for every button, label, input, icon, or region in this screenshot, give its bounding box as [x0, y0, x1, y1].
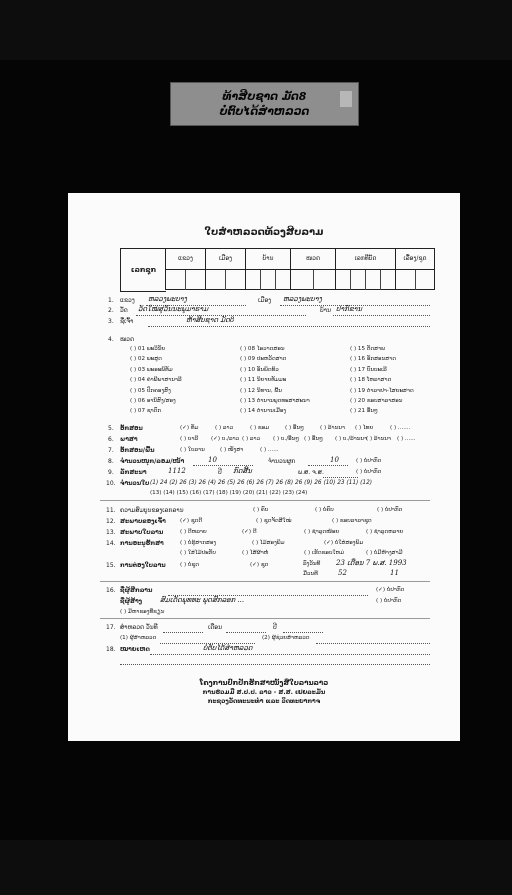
- q7-number: 7.: [108, 447, 114, 454]
- q8-label-2: ຈຳນວນຜູກ: [268, 458, 296, 465]
- line-1-value: ຫລວງພະບາງ: [148, 295, 187, 303]
- checkbox-option[interactable]: ( ) ບໍ່ຄົບ: [315, 507, 334, 513]
- q12-label: ສະພາບຂອງເຈົ້າ: [120, 518, 166, 525]
- q17-surveyor: (1) ຜູ້ສຳຫລວດ: [120, 635, 157, 641]
- checkbox-option[interactable]: ( ) 03 ພະອະພິທັມ: [130, 366, 173, 373]
- q9-value-2: ກົດສີ້ນ: [233, 467, 252, 475]
- q4-number: 4.: [108, 336, 114, 343]
- checkbox-option[interactable]: ( ) ລ້ານນາ: [366, 436, 391, 442]
- q17-number: 17.: [106, 624, 116, 631]
- q14-number: 14.: [106, 540, 116, 547]
- q15-date2: 52: [338, 569, 347, 577]
- q10-number: 10.: [106, 480, 116, 487]
- checkbox-option[interactable]: ( ) ເຮັດຂອບໃຫມ່: [304, 550, 345, 556]
- checkbox-option[interactable]: ( ) 14 ຕຳນານເມືອງ: [240, 408, 287, 415]
- q8-number: 8.: [108, 458, 114, 465]
- q16-unknown-2: ( ) ບໍ່ປາກົດ: [376, 598, 402, 604]
- q11-number: 11.: [106, 507, 116, 514]
- checkbox-option[interactable]: (✓) ບໍ່ໃສ່ສອງພິມ: [324, 540, 364, 546]
- q17-label: ສຳຫລວດ ວັນທີ: [120, 624, 158, 631]
- checkbox-option[interactable]: ( ) 06 ອານິສົງ/ສອງ: [130, 398, 176, 404]
- form-footer: [68, 679, 460, 706]
- checkbox-option[interactable]: ( ) ໃບລານ: [180, 447, 205, 453]
- form-title: ໃບສຳຫລວດທ້ວງສີບລາມ: [204, 227, 324, 238]
- checkbox-option[interactable]: ( ) 13 ຕຳນານພຸດທະສາສະນາ: [240, 398, 310, 404]
- q8-value: 10: [208, 456, 217, 464]
- q9-label-3: ພ.ສ. ຈ.ສ.: [298, 469, 324, 476]
- checkbox-option[interactable]: (✓) ບ./ລາວ: [211, 436, 240, 442]
- line-1-value-2: ຫລວງພະບາງ: [283, 295, 322, 303]
- q8-label: ຈຳນວນໜຸກ/ລອມ/ໜ້າ: [120, 458, 185, 465]
- checkbox-option[interactable]: ( ) ຂອບລາລາຊຸດ: [332, 518, 372, 524]
- checkbox-option[interactable]: ( ) 07 ຊາດົກ: [130, 408, 162, 415]
- line-3-label: ຊື່ເຈົ້າ: [120, 318, 134, 325]
- checkbox-option[interactable]: ( ) 19 ຕຳລາຢາ-ໄສຍະສາດ: [350, 387, 414, 394]
- q9-label: ລັກສະນາ: [120, 469, 147, 476]
- code-box-district: ເມືອງ: [205, 248, 245, 290]
- q16-unknown: (✓) ບໍ່ປາກົດ: [376, 587, 405, 593]
- q16-label-2: ຊື່ຜູ້ສ້າງ: [120, 598, 143, 605]
- q9-unknown: ( ) ບໍ່ປາກົດ: [356, 469, 382, 475]
- checkbox-option[interactable]: ( ) ......: [397, 436, 416, 442]
- q18-label: ໝາຍເຫດ: [120, 646, 150, 653]
- checkbox-option[interactable]: ( ) ລາວ: [215, 425, 234, 431]
- checkbox-option[interactable]: ( ) 12 ນິທານ, ພື້ນ: [240, 387, 282, 394]
- checkbox-option[interactable]: ( ) 02 ພະສູດ: [130, 356, 162, 363]
- checkbox-option[interactable]: (✓) ຊຸດດີ: [180, 518, 203, 524]
- checkbox-option[interactable]: ( ) 10 ອັນພິດທິວ: [240, 366, 279, 373]
- checkbox-option[interactable]: ( ) 05 ປົກຄອງສົງ: [130, 387, 171, 394]
- checkbox-option[interactable]: ( ) ບໍ່ຊຸດ: [180, 562, 199, 568]
- stamp-line-2: ບໍ່ຕົບໄດ້ສຳຫລວດ: [219, 105, 310, 118]
- checkbox-option[interactable]: ( ) ບ./ອື່ນໆ: [273, 436, 300, 442]
- q8-unknown: ( ) ບໍ່ປາກົດ: [356, 458, 382, 464]
- q9-number: 9.: [108, 469, 114, 476]
- q16-label: ຊື່ຜູ້ສີກລານ: [120, 587, 153, 594]
- line-2-label-2: ບ້ານ: [320, 307, 331, 314]
- q16-sub: ( ) ມີຫາຂອງທີ່ຂຽນ: [120, 609, 165, 615]
- q7-label: ອັກສອນ/ພື້ນ: [120, 447, 155, 454]
- q8-value-2: 10: [330, 456, 339, 464]
- q16-value-2: ສົມເດັດພຸທທະ ພຸດສົກລອກ ...: [160, 596, 245, 604]
- stamp-line-1: ທ້າສີບຊາດ ມັດ8: [222, 90, 307, 103]
- footer-line-2: ການຮ່ວມມື ສ.ປ.ປ. ລາວ - ສ.ສ. ເຢຍລະມັນ: [202, 689, 326, 696]
- q5-number: 5.: [108, 425, 114, 432]
- checkbox-option[interactable]: ( ) 21 ອື່ນໆ: [350, 408, 378, 415]
- checkbox-option[interactable]: ( ) 18 ໂຫລາສາດ: [350, 377, 392, 384]
- checkbox-option[interactable]: ( ) ໄມ້ສອງພິມ: [252, 540, 285, 546]
- record-number-label: ເລກຊຸກ: [120, 248, 166, 292]
- q9-label-2: ປີ: [218, 469, 222, 476]
- checkbox-option[interactable]: ( ) ຄົບ: [253, 507, 269, 513]
- archive-stamp: [170, 82, 359, 126]
- checkbox-option[interactable]: ( ) ໃສ່ໄມ້ປະກັບ: [180, 550, 216, 556]
- checkbox-option[interactable]: ( ) ໄທຍ: [355, 425, 374, 431]
- code-box-village: ບ້ານ: [245, 248, 290, 290]
- checkbox-option[interactable]: ( ) ຂອມ: [250, 425, 270, 431]
- checkbox-option[interactable]: ( ) ບໍ່ຮູ້ສາກສອງ: [180, 540, 217, 546]
- checkbox-option[interactable]: ( ) 08 ໄອວາດສອນ: [240, 346, 285, 352]
- checkbox-option[interactable]: ( ) 17 ບົນບະເລີ: [350, 366, 387, 373]
- line-1-label: ແຂວງ: [120, 297, 135, 304]
- q17-assistant: (2) ຜູ້ຊ່ວຍສຳຫລວດ: [262, 635, 310, 641]
- scan-edge-top: [0, 0, 512, 60]
- q13-label: ສະພາບໃບລານ: [120, 529, 164, 536]
- q4-label: ໝວດ: [120, 336, 134, 343]
- checkbox-option[interactable]: ( ) ໄສ້ຜ້າຫໍ່: [242, 550, 269, 556]
- q10-bottom-row: (13) (14) (15) (16) (17) (18) (19) (20) (21) (22) (23) (24): [150, 490, 308, 496]
- q15-date3: 11: [390, 569, 399, 577]
- stamp-mark: [340, 91, 352, 107]
- line-1-number: 1.: [108, 297, 114, 304]
- checkbox-option[interactable]: ( ) ລາວ: [242, 436, 261, 442]
- checkbox-option[interactable]: ( ) ດີຫລາຍ: [180, 529, 207, 535]
- line-1-label-2: ເມືອງ: [258, 297, 272, 304]
- checkbox-option[interactable]: ( ) ບ./ລ້ານນາ: [335, 436, 368, 442]
- code-box-province: ແຂວງ: [165, 248, 205, 290]
- checkbox-option[interactable]: ( ) ຊຳລຸດຫລາຍ: [366, 529, 404, 535]
- checkbox-option[interactable]: ( ) ຊຸດຈັດສີໃໝ່: [256, 518, 292, 524]
- line-2-value: ວັດໃໝ່ສຸວັນນະພູມາຣາມ: [138, 305, 209, 313]
- q12-number: 12.: [106, 518, 116, 525]
- q18-number: 18.: [106, 646, 116, 653]
- line-2-value-2: ປາກ໌ຂານ: [336, 305, 363, 313]
- q16-number: 16.: [106, 587, 116, 594]
- code-box-category: ໜວດ: [290, 248, 335, 290]
- q10-label: ຈຳນວນໃບ: [120, 480, 150, 487]
- checkbox-option[interactable]: (✓) ຊຸດ: [250, 562, 269, 568]
- q17-label-3: ປີ: [273, 624, 277, 631]
- checkbox-option[interactable]: (✓) ທັມ: [180, 425, 199, 431]
- line-2-label: ວັດ: [120, 307, 128, 314]
- checkbox-option[interactable]: ( ) ຊຳລຸດໜ້ອຍ: [304, 529, 340, 535]
- q14-label: ການອະນຸຮັກສາ: [120, 540, 164, 547]
- checkbox-option[interactable]: ( ) 04 ຄຳພີພາສານາລີ: [130, 377, 182, 384]
- scan-edge-bottom: [0, 840, 512, 895]
- checkbox-option[interactable]: ( ) 15 ຕັດສາພ: [350, 346, 385, 352]
- checkbox-option[interactable]: ( ) .......: [390, 425, 411, 431]
- q15-date-label: ລົງວັນທີ: [303, 561, 321, 567]
- q11-label: ຄວາມສົມບູນຂອງເລກລານ: [120, 507, 184, 514]
- q6-number: 6.: [108, 436, 114, 443]
- checkbox-option[interactable]: ( ) 11 ນິຍາຍທັມມະ: [240, 377, 287, 384]
- q15-number: 15.: [106, 562, 116, 569]
- checkbox-option[interactable]: ( ) 09 ປະຫວັດສາດ: [240, 356, 287, 363]
- checkbox-option[interactable]: ( ) 16 ອັກສອນສາດ: [350, 356, 396, 363]
- q9-value: 1112: [168, 467, 186, 475]
- line-3-number: 3.: [108, 318, 114, 325]
- footer-line-3: ກະຊວງວັດທະນະທຳ ແລະ ວິດທະຍາກາຈ: [207, 698, 321, 705]
- manuscript-survey-form: [68, 193, 460, 741]
- code-box-set: ເລື່ອງ/ຊຸດ: [395, 248, 435, 290]
- q10-top-row: (1) 24 (2) 26 (3) 26 (4) 26 (5) 26 (6) 26 (7) 26 (8) 26 (9) 26 (10) 23 (11) (12): [150, 480, 373, 486]
- checkbox-option[interactable]: ( ) ໜັງສາ: [220, 447, 244, 453]
- checkbox-option[interactable]: ( ) ລ້ານນາ: [320, 425, 345, 431]
- q13-number: 13.: [106, 529, 116, 536]
- q15-date: 23 ເດືອນ 7 ພ.ສ. 1993: [336, 559, 407, 567]
- code-box-serial: ເລກທີບັດ: [335, 248, 395, 290]
- line-3-value: ຫ້າສີບຊາດ ມັດ8: [186, 316, 235, 324]
- q18-value: ບໍ່ຕັບໄດ້ສຳຫລວດ: [203, 644, 253, 652]
- checkbox-option[interactable]: ( ) 20 ຂອບສາລາສອນ: [350, 398, 403, 404]
- checkbox-option[interactable]: ( ) ບໍ່ປາກົດ: [377, 507, 403, 513]
- checkbox-option[interactable]: (✓) ດີ: [242, 529, 257, 535]
- checkbox-option[interactable]: ( ) ອື່ນໆ: [285, 425, 304, 431]
- checkbox-option[interactable]: ( ) ອື່ນໆ: [304, 436, 323, 442]
- q17-label-2: ເດືອນ: [208, 624, 223, 631]
- q5-label: ອັກສອນ: [120, 425, 143, 432]
- checkbox-option[interactable]: ( ) 01 ພະວິນັຍ: [130, 346, 166, 352]
- q6-label: ພາສາ: [120, 436, 138, 443]
- checkbox-option[interactable]: ( ) ບໍ່ມີຫ້າງສາມີ: [366, 550, 403, 556]
- checkbox-option[interactable]: ( ) ......: [260, 447, 279, 453]
- footer-line-1: ໂຄງການປົກປັກຮັກສາໜັງສືໃບລານລາວ: [199, 679, 329, 687]
- q15-label: ການຕ່ອງໃບລານ: [120, 562, 166, 569]
- checkbox-option[interactable]: ( ) ບາລີ: [180, 436, 199, 442]
- q15-date2-label: ມື່ວນທີ: [303, 571, 318, 577]
- line-2-number: 2.: [108, 307, 114, 314]
